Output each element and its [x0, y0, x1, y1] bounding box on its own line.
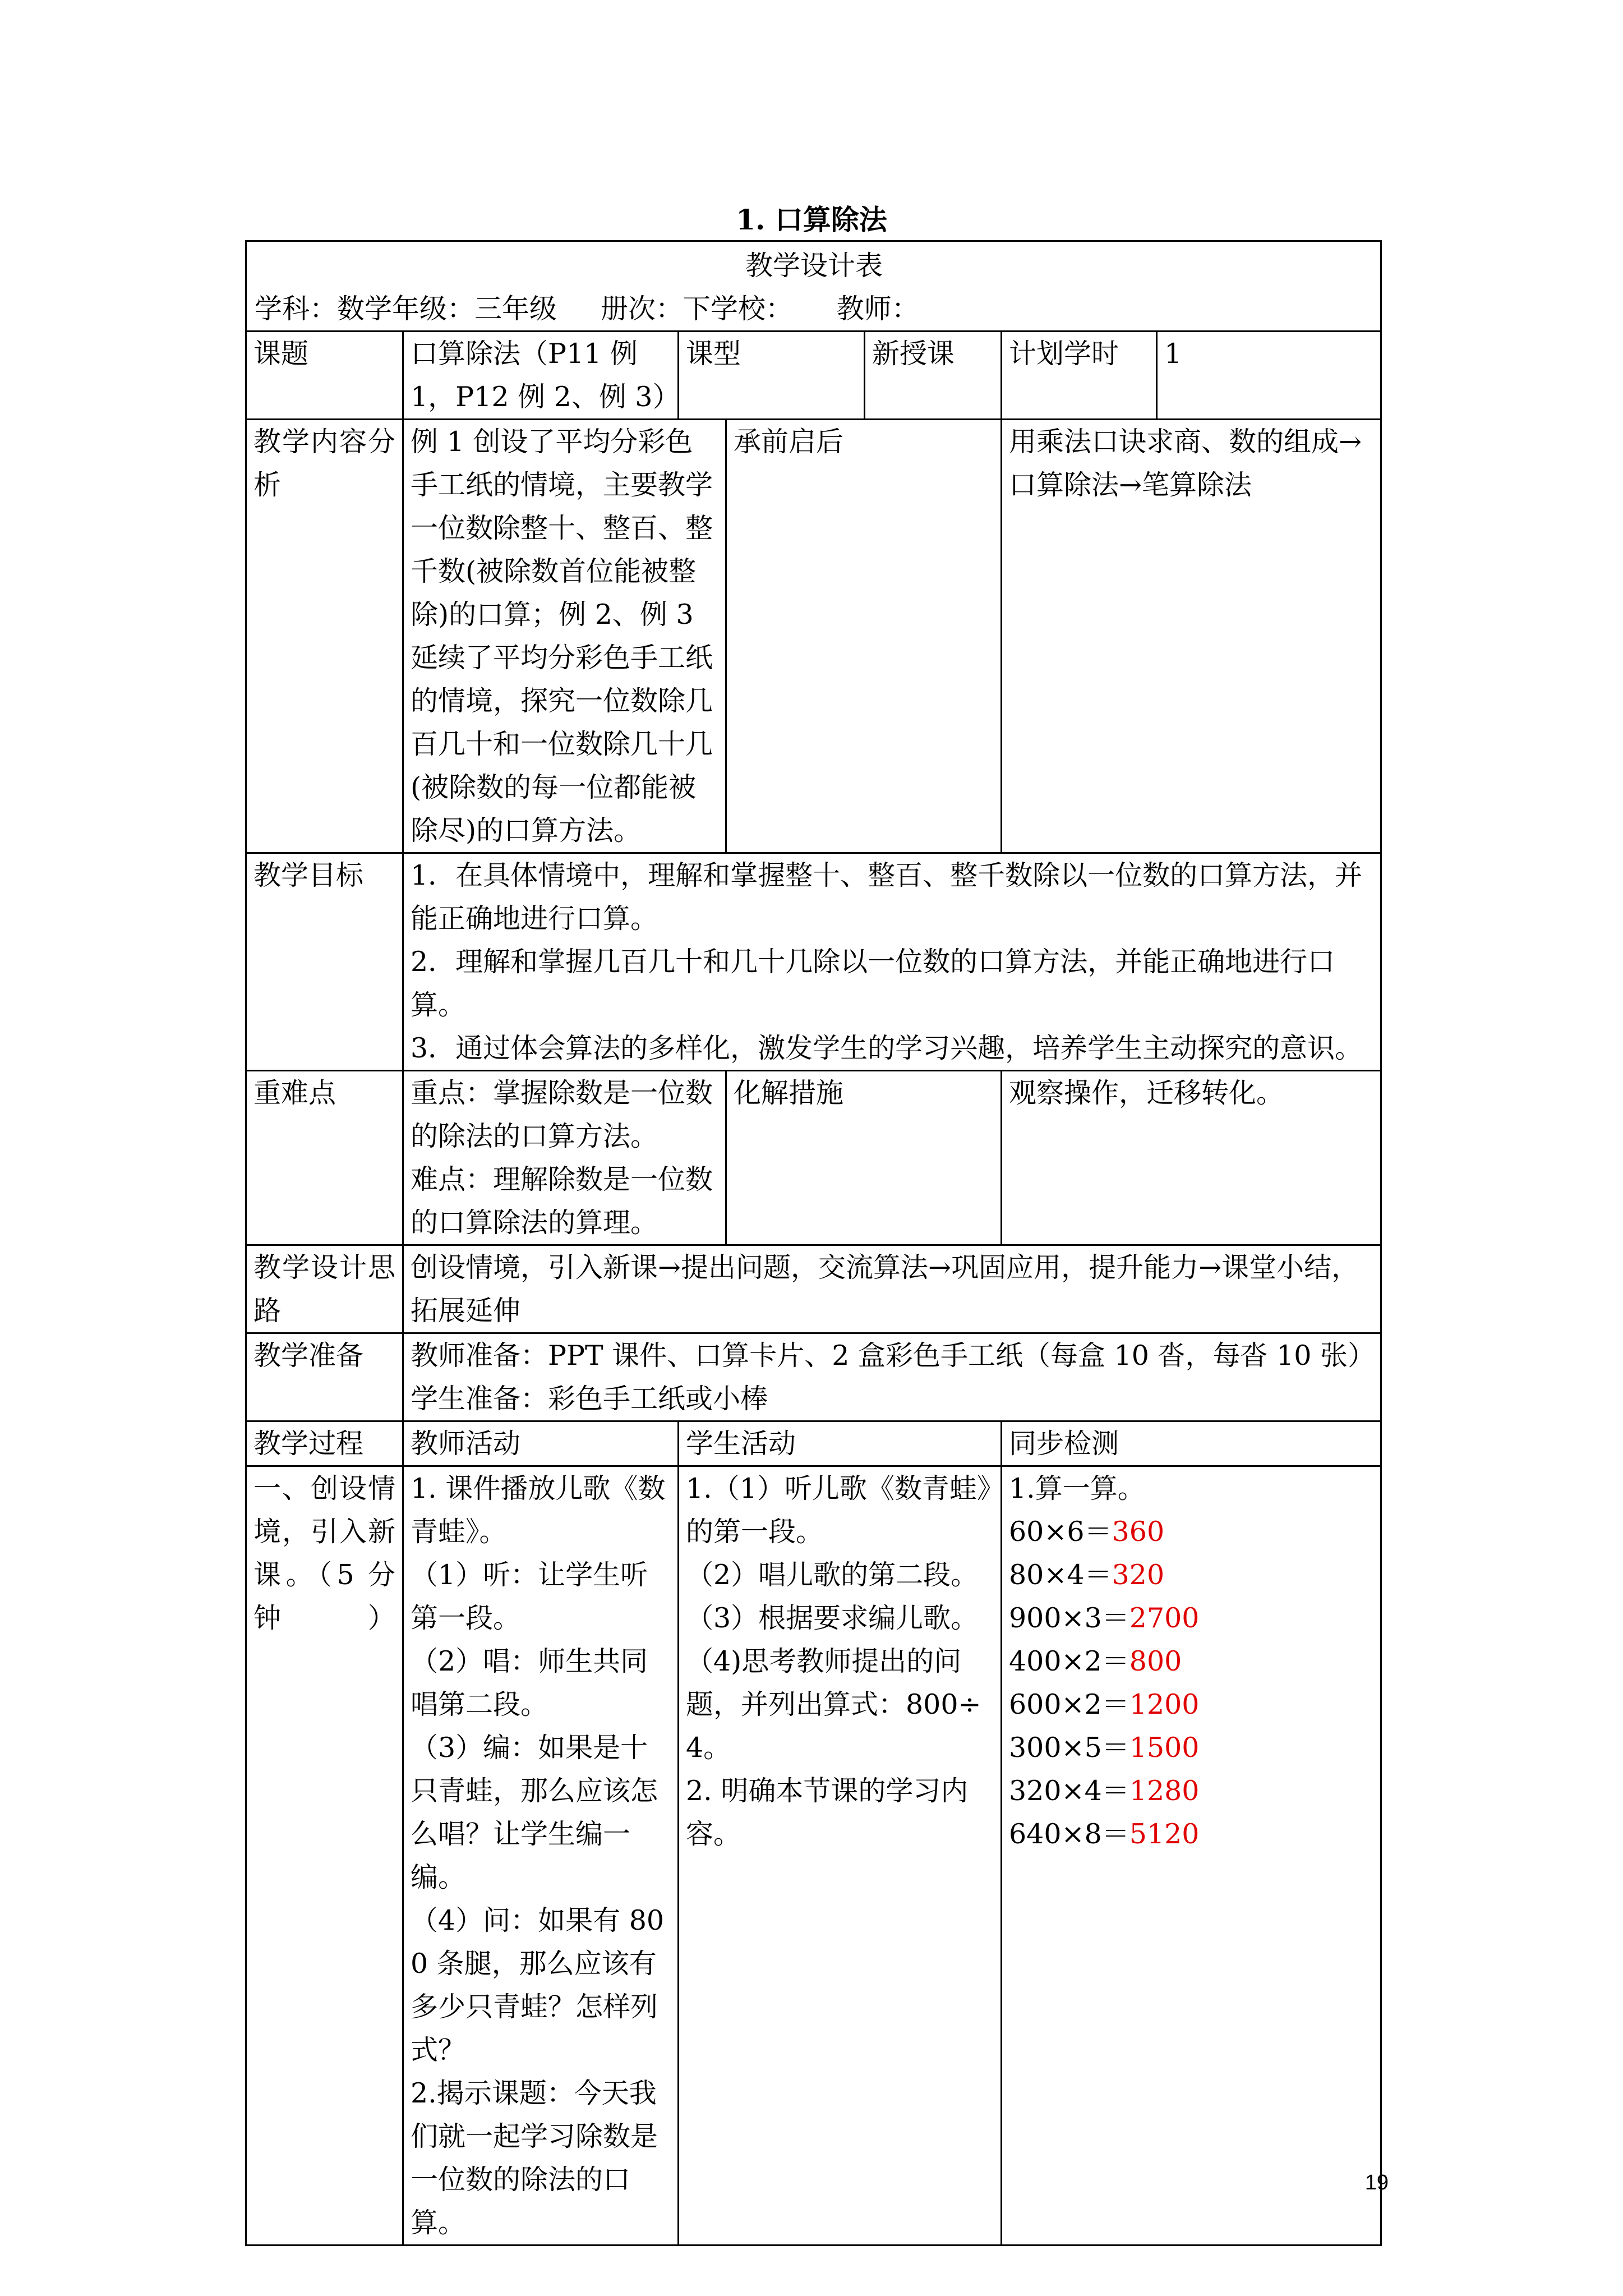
process-header-row	[246, 1421, 1381, 1466]
exercise-item	[1009, 1553, 1373, 1596]
exercise-question: 60×6＝	[1009, 1516, 1112, 1548]
goal-item: 1．在具体情境中，理解和掌握整十、整百、整千数除以一位数的口算方法，并能正确地进行口算。	[411, 859, 1363, 935]
exercise-item	[1009, 1726, 1373, 1769]
design-row	[246, 1245, 1381, 1333]
topic-label: 课题	[246, 332, 403, 420]
student-activity-line: （3）根据要求编儿歌。	[686, 1602, 979, 1634]
table-header-cell	[246, 241, 1381, 332]
goals-content	[403, 853, 1381, 1071]
exercise-answer: 1280	[1129, 1775, 1200, 1807]
goals-row	[246, 853, 1381, 1071]
process-stage-header: 教学过程	[246, 1421, 403, 1466]
key-content	[403, 1071, 726, 1245]
exercise-answer: 2700	[1129, 1602, 1200, 1634]
student-activity-line: （4)思考教师提出的问题，并列出算式：800÷4。	[686, 1645, 981, 1764]
key-points-row	[246, 1071, 1381, 1245]
exercise-question: 80×4＝	[1009, 1559, 1112, 1591]
exercise-answer: 1200	[1129, 1688, 1200, 1720]
measure-value: 观察操作，迁移转化。	[1002, 1071, 1381, 1245]
sync-check-header: 同步检测	[1002, 1421, 1381, 1466]
exercise-question: 600×2＝	[1009, 1688, 1129, 1720]
analysis-content: 例 1 创设了平均分彩色手工纸的情境，主要教学一位数除整十、整百、整千数(被除数首位能被整除)的口算；例 2、例 3 延续了平均分彩色手工纸的情境，探究一位数除几百几十和一位数除几十几(被除数的每一位都能被除尽)的口算方法。	[403, 420, 726, 853]
exercise-item	[1009, 1769, 1373, 1812]
key-label: 重难点	[246, 1071, 403, 1245]
measure-label: 化解措施	[726, 1071, 1002, 1245]
design-label: 教学设计思路	[246, 1245, 403, 1333]
exercise-item	[1009, 1812, 1373, 1856]
document-title: 1. 口算除法	[736, 203, 887, 236]
topic-row	[246, 332, 1381, 420]
student-activity-line: 2. 明确本节课的学习内容。	[686, 1775, 969, 1850]
student-activity-header: 学生活动	[679, 1421, 1002, 1466]
check-title: 1.算一算。	[1009, 1473, 1145, 1504]
prep-row	[246, 1333, 1381, 1421]
exercise-question: 320×4＝	[1009, 1775, 1129, 1807]
prep-label: 教学准备	[246, 1333, 403, 1421]
teacher-activity-line: （1）听：让学生听第一段。	[411, 1559, 648, 1634]
teacher-prep: 教师准备：PPT 课件、口算卡片、2 盒彩色手工纸（每盒 10 沓，每沓 10 张）	[411, 1340, 1375, 1372]
analysis-row	[246, 420, 1381, 853]
teacher-activity-line: （3）编：如果是十只青蛙，那么应该怎么唱？让学生编一编。	[411, 1732, 658, 1893]
student-activity	[679, 1466, 1002, 2246]
goal-item: 3．通过体会算法的多样化，激发学生的学习兴趣，培养学生主动探究的意识。	[411, 1032, 1363, 1064]
teacher-activity-line: （2）唱：师生共同唱第二段。	[411, 1645, 648, 1720]
lesson-plan-table	[245, 240, 1382, 2246]
table-header-row	[246, 241, 1381, 332]
page-number: 19	[1364, 2171, 1389, 2194]
goals-label: 教学目标	[246, 853, 403, 1071]
teacher-activity-header: 教师活动	[403, 1421, 679, 1466]
table-title: 教学设计表	[745, 250, 883, 282]
header-info: 学科：数学年级：三年级 册次：下学校： 教师：	[255, 293, 919, 325]
process-stage: 一、创设情境，引入新课。（5 分钟）	[246, 1466, 403, 2246]
process-row	[246, 1466, 1381, 2246]
exercise-question: 400×2＝	[1009, 1645, 1129, 1677]
type-label: 课型	[679, 332, 865, 420]
exercise-question: 300×5＝	[1009, 1732, 1129, 1764]
student-activity-line: （2）唱儿歌的第二段。	[686, 1559, 979, 1591]
exercise-answer: 320	[1112, 1559, 1165, 1591]
teacher-activity-line: 1. 课件播放儿歌《数青蛙》。	[411, 1473, 666, 1548]
student-activity-line: 1.（1）听儿歌《数青蛙》的第一段。	[686, 1473, 991, 1548]
analysis-label: 教学内容分析	[246, 420, 403, 853]
student-prep: 学生准备：彩色手工纸或小棒	[411, 1383, 768, 1415]
exercise-item	[1009, 1640, 1373, 1683]
goal-item: 2．理解和掌握几百几十和几十几除以一位数的口算方法，并能正确地进行口算。	[411, 946, 1335, 1021]
prep-content	[403, 1333, 1381, 1421]
link-value: 用乘法口诀求商、数的组成→口算除法→笔算除法	[1002, 420, 1381, 853]
topic-value: 口算除法（P11 例 1，P12 例 2、例 3）	[403, 332, 679, 420]
key-point: 重点：掌握除数是一位数的除法的口算方法。	[411, 1077, 713, 1152]
exercise-item	[1009, 1510, 1373, 1553]
difficulty-point: 难点：理解除数是一位数的口算除法的算理。	[411, 1163, 713, 1239]
exercise-answer: 360	[1112, 1516, 1165, 1548]
exercise-answer: 5120	[1129, 1818, 1200, 1850]
design-value: 创设情境，引入新课→提出问题，交流算法→巩固应用，提升能力→课堂小结，拓展延伸	[403, 1245, 1381, 1333]
exercise-item	[1009, 1596, 1373, 1640]
teacher-activity-line: （4）问：如果有 800 条腿，那么应该有多少只青蛙？怎样列式？	[411, 1904, 665, 2066]
sync-check	[1002, 1466, 1381, 2246]
exercise-question: 900×3＝	[1009, 1602, 1129, 1634]
teacher-activity	[403, 1466, 679, 2246]
type-value: 新授课	[865, 332, 1002, 420]
exercise-answer: 800	[1129, 1645, 1182, 1677]
exercise-question: 640×8＝	[1009, 1818, 1129, 1850]
hours-label: 计划学时	[1002, 332, 1157, 420]
exercise-item	[1009, 1683, 1373, 1726]
teacher-activity-line: 2.揭示课题：今天我们就一起学习除数是一位数的除法的口算。	[411, 2077, 658, 2239]
hours-value: 1	[1157, 332, 1381, 420]
exercise-answer: 1500	[1129, 1732, 1200, 1764]
link-label: 承前启后	[726, 420, 1002, 853]
